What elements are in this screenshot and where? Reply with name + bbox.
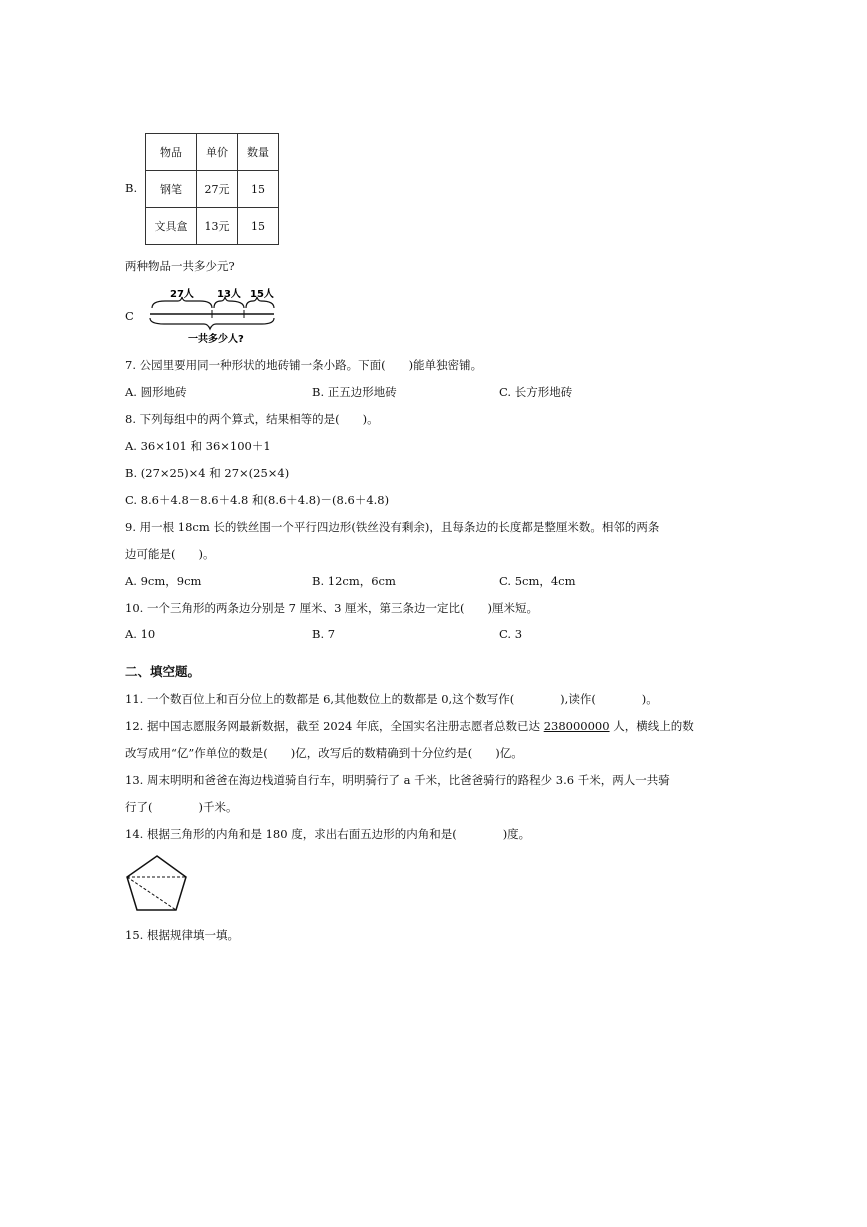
q8-option-b: B. (27×25)×4 和 27×(25×4)	[125, 466, 290, 480]
table-header-cell: 单价	[197, 134, 238, 171]
pentagon-figure	[122, 850, 192, 916]
table-cell: 13元	[197, 208, 238, 245]
q10-text: 10. 一个三角形的两条边分别是 7 厘米、3 厘米，第三条边一定比( )厘米短。	[125, 601, 539, 615]
q10-option-b: B. 7	[312, 627, 336, 641]
items-table	[145, 133, 279, 245]
q6-question-text: 两种物品一共多少元?	[125, 259, 235, 273]
table-cell: 15	[238, 171, 279, 208]
q11-text: 11. 一个数百位上和百分位上的数都是 6,其他数位上的数都是 0,这个数写作( ),读作( )。	[125, 692, 658, 706]
q12-line1-post: 人，横线上的数	[609, 719, 694, 733]
q10-option-c: C. 3	[499, 627, 523, 641]
q8-option-a: A. 36×101 和 36×100＋1	[125, 439, 271, 453]
q9-option-a: A. 9cm，9cm	[125, 574, 202, 588]
seg1-brace	[152, 297, 212, 308]
table-cell: 钢笔	[146, 171, 197, 208]
q6-option-c-label: C	[125, 309, 134, 323]
q7-text: 7. 公园里要用同一种形状的地砖铺一条小路。下面( )能单独密铺。	[125, 358, 483, 372]
table-cell: 15	[238, 208, 279, 245]
section-title: 二、填空题。	[125, 664, 201, 679]
q9-text-line2: 边可能是( )。	[125, 547, 215, 561]
q13-line2: 行了( )千米。	[125, 800, 238, 814]
q13-line1: 13. 周末明明和爸爸在海边栈道骑自行车，明明骑行了 a 千米，比爸爸骑行的路程少 3.6 千米，两人一共骑	[125, 773, 670, 787]
table-header-cell: 物品	[146, 134, 197, 171]
seg1-label: 27人	[170, 289, 194, 300]
q10-option-a: A. 10	[125, 627, 156, 641]
q8-text: 8. 下列每组中的两个算式，结果相等的是( )。	[125, 412, 379, 426]
pentagon-diagonal	[127, 877, 176, 910]
q12-line1	[125, 718, 694, 734]
table-row	[146, 208, 279, 245]
q12-line1-pre: 12. 据中国志愿服务网最新数据，截至 2024 年底，全国实名注册志愿者总数已达	[125, 719, 544, 733]
q9-option-c: C. 5cm，4cm	[499, 574, 576, 588]
q14-text: 14. 根据三角形的内角和是 180 度，求出右面五边形的内角和是( )度。	[125, 827, 531, 841]
segment-diagram	[140, 284, 290, 346]
q9-text-line1: 9. 用一根 18cm 长的铁丝围一个平行四边形(铁丝没有剩余)，且每条边的长度都是整厘米数。相邻的两条	[125, 520, 660, 534]
q7-option-b: B. 正五边形地砖	[312, 385, 397, 399]
q7-option-a: A. 圆形地砖	[125, 385, 187, 399]
q6-option-b-label: B.	[125, 181, 138, 195]
table-header-cell: 数量	[238, 134, 279, 171]
q7-option-c: C. 长方形地砖	[499, 385, 573, 399]
table-row	[146, 134, 279, 171]
table-row	[146, 171, 279, 208]
q9-option-b: B. 12cm，6cm	[312, 574, 396, 588]
total-label: 一共多少人?	[188, 334, 244, 345]
table-cell: 27元	[197, 171, 238, 208]
q12-line2: 改写成用“亿”作单位的数是( )亿，改写后的数精确到十分位约是( )亿。	[125, 746, 523, 760]
total-brace	[150, 318, 274, 329]
q12-underlined-number: 238000000	[543, 719, 610, 733]
seg3-label: 15人	[250, 289, 274, 300]
table-cell: 文具盒	[146, 208, 197, 245]
q15-text: 15. 根据规律填一填。	[125, 928, 239, 942]
q8-option-c: C. 8.6＋4.8－8.6＋4.8 和(8.6＋4.8)－(8.6＋4.8)	[125, 493, 390, 507]
seg2-label: 13人	[217, 289, 241, 300]
